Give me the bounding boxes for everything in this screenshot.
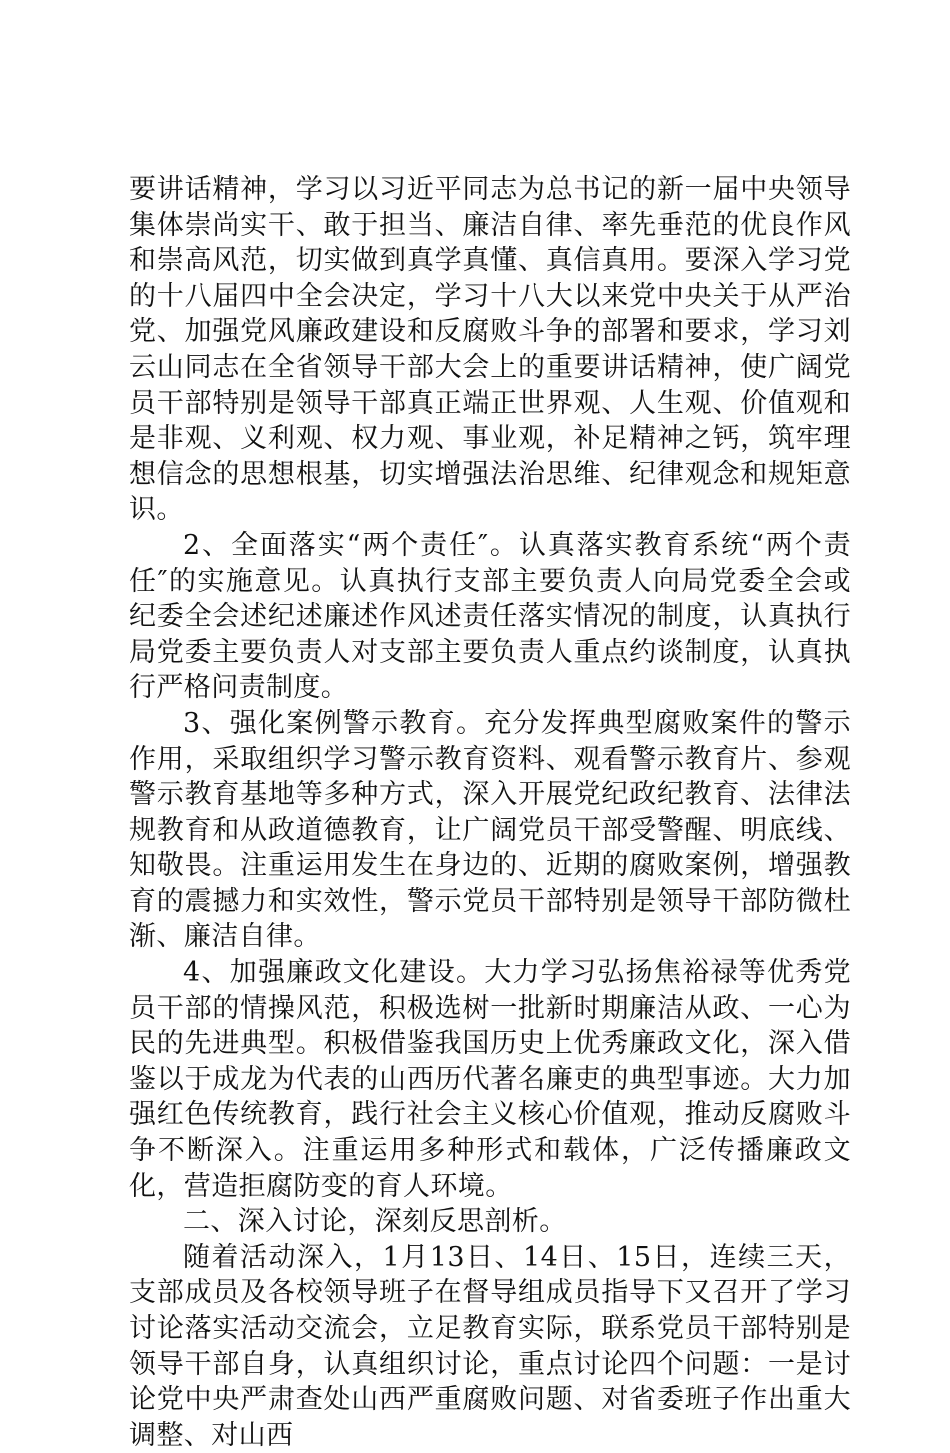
paragraph-case-warning-education: 3、强化案例警示教育。充分发挥典型腐败案件的警示作用，采取组织学习警示教育资料、观看警示教育片、参观警示教育基地等多种方式，深入开展党纪政纪教育、法律法规教育和从政道德教育，让广阔党员干部受警醒、明底线、知敬畏。注重运用发生在身边的、近期的腐败案例，增强教育的震撼力和实效性，警示党员干部特别是领导干部防微杜渐、廉洁自律。 xyxy=(129,707,851,953)
paragraph-study-spirit: 要讲话精神，学习以习近平同志为总书记的新一届中央领导集体崇尚实干、敢于担当、廉洁自律、率先垂范的优良作风和崇高风范，切实做到真学真懂、真信真用。要深入学习党的十八届四中全会决定，学习十八大以来党中央关于从严治党、加强党风廉政建设和反腐败斗争的部署和要求，学习刘云山同志在全省领导干部大会上的重要讲话精神，使广阔党员干部特别是领导干部真正端正世界观、人生观、价值观和是非观、义利观、权力观、事业观，补足精神之钙，筑牢理想信念的思想根基，切实增强法治思维、纪律观念和规矩意识。 xyxy=(129,174,851,526)
paragraph-two-responsibilities: 2、全面落实“两个责任″。认真落实教育系统“两个责任″的实施意见。认真执行支部主要负责人向局党委全会或纪委全会述纪述廉述作风述责任落实情况的制度，认真执行局党委主要负责人对支部主要负责人重点约谈制度，认真执行严格问责制度。 xyxy=(129,529,851,704)
section-heading-discussion: 二、深入讨论，深刻反思剖析。 xyxy=(183,1206,567,1238)
paragraph-discussion-meeting: 随着活动深入，1月13日、14日、15日，连续三天，支部成员及各校领导班子在督导组成员指导下又召开了学习讨论落实活动交流会，立足教育实际，联系党员干部特别是领导干部自身，认真组织讨论，重点讨论四个问题：一是讨论党中央严肃查处山西严重腐败问题、对省委班子作出重大调整、对山西 xyxy=(129,1241,851,1451)
document-body xyxy=(129,172,851,1453)
paragraph-clean-culture: 4、加强廉政文化建设。大力学习弘扬焦裕禄等优秀党员干部的情操风范，积极选树一批新时期廉洁从政、一心为民的先进典型。积极借鉴我国历史上优秀廉政文化，深入借鉴以于成龙为代表的山西历代著名廉吏的典型事迹。大力加强红色传统教育，践行社会主义核心价值观，推动反腐败斗争不断深入。注重运用多种形式和载体，广泛传播廉政文化，营造拒腐防变的育人环境。 xyxy=(129,957,851,1202)
